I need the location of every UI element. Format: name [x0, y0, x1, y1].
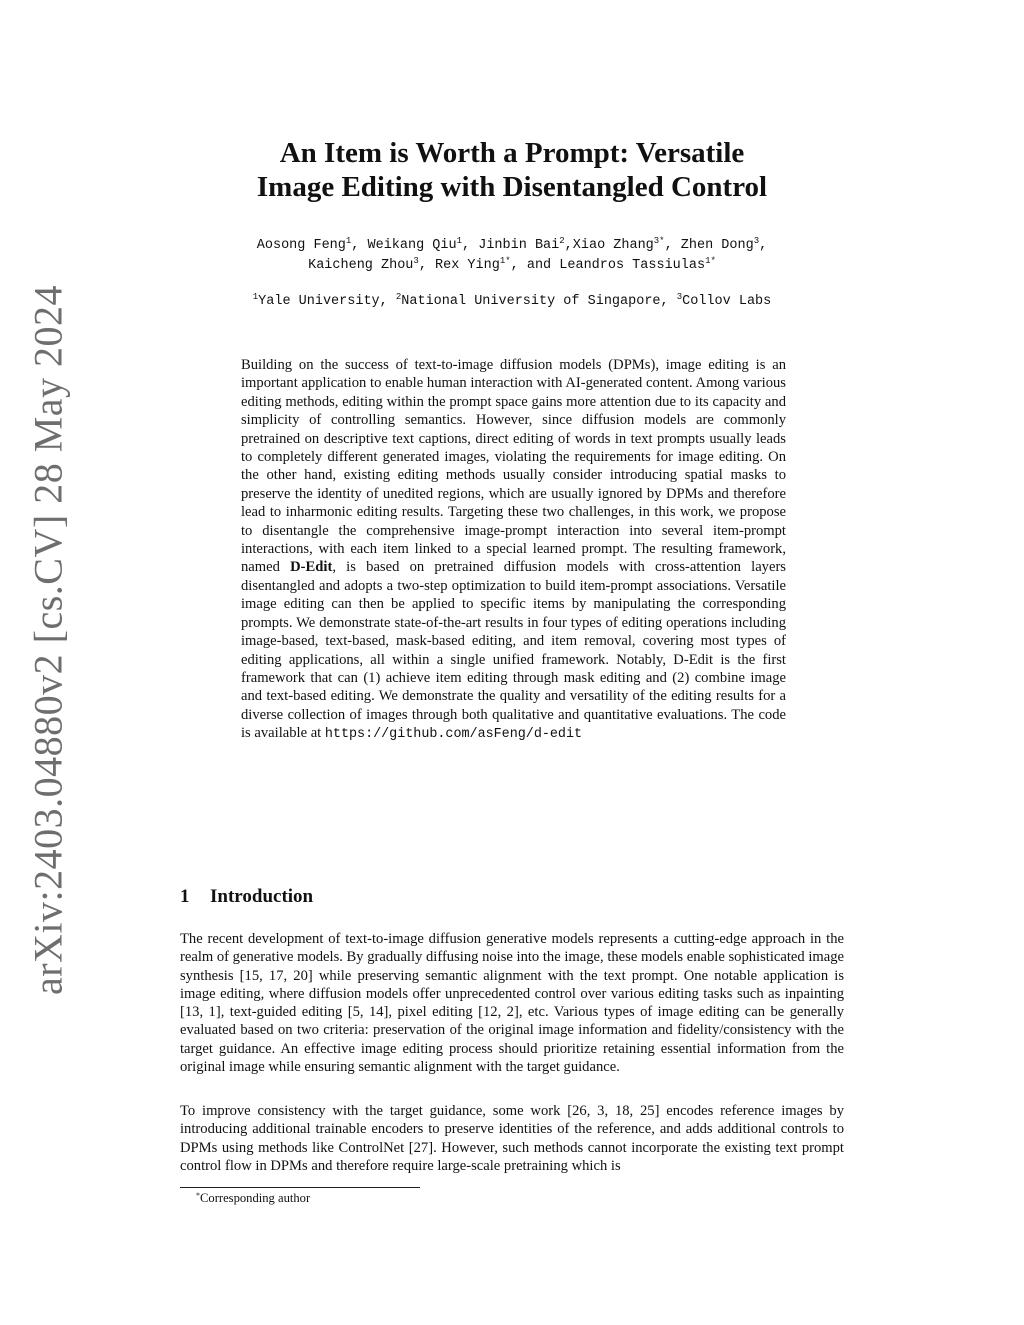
- affiliation-mark: 1: [252, 292, 259, 302]
- code-url-link[interactable]: https://github.com/asFeng/d-edit: [324, 727, 583, 743]
- intro-paragraph-2: To improve consistency with the target guidance, some work [26, 3, 18, 25] encodes reference images by introducing additional trainable encoders to preserve identities of the reference, and adds additional controls to DPMs using methods like ControlNet [27]. However, such methods cannot incorporate the existing text prompt control flow in DPMs and therefore require large-scale pretraining which is: [180, 1103, 844, 1174]
- author-name: and Leandros Tassiulas: [526, 258, 706, 273]
- author-name: Xiao Zhang: [572, 238, 654, 253]
- author-affiliation-mark: 1*: [705, 256, 716, 266]
- footnote: [196, 1191, 310, 1206]
- affiliation-separator: ,: [379, 294, 396, 309]
- footnote-text: Corresponding author: [200, 1191, 311, 1205]
- author-separator: ,: [759, 238, 768, 253]
- section-title: Introduction: [210, 886, 314, 907]
- paper-title-line-1: An Item is Worth a Prompt: Versatile: [279, 137, 745, 169]
- intro-paragraph-1: The recent development of text-to-image diffusion generative models represents a cutting-edge approach in the realm of generative models. By gradually diffusing noise into the image, these models enable sophisticated image synthesis [15, 17, 20] while preserving semantic alignment with the text prompt. One notable application is image editing, where diffusion models offer unprecedented control over various editing tasks such as inpainting [13, 1], text-guided editing [5, 14], pixel editing [12, 2], etc. Various types of image editing can be generally evaluated based on two criteria: preservation of the original image information and fidelity/consistency with the target guidance. An effective image editing process should prioritize retaining essential information from the original image while ensuring semantic alignment with the target guidance.: [180, 931, 844, 1076]
- author-separator: ,: [510, 258, 527, 273]
- author-affiliation-mark: 3*: [653, 236, 665, 246]
- author-line-2: [180, 256, 844, 276]
- footnote-divider: [180, 1187, 420, 1188]
- author-name: Jinbin Bai: [478, 238, 560, 253]
- author-name: Rex Ying: [435, 258, 500, 273]
- section-number: 1: [180, 886, 190, 907]
- paper-title: [180, 136, 844, 204]
- affiliation-mark: 2: [395, 292, 402, 302]
- author-affiliation-mark: 1: [345, 236, 352, 246]
- author-affiliation-mark: 3: [753, 236, 760, 246]
- author-name: Zhen Dong: [680, 238, 754, 253]
- author-line-1: [180, 236, 844, 256]
- affiliation-name: Collov Labs: [682, 294, 772, 309]
- abstract-text: , is based on pretrained diffusion models with cross-attention layers disentangled and adopts a two-step optimization to build item-prompt associations. Versatile image editing can then be applied to specific items by manipulating the corresponding prompts. We demonstrate state-of-the-art results in four types of editing operations including image-based, text-based, mask-based editing, and item removal, covering most types of editing applications, all within a single unified framework. Notably, D-Edit is the first framework that can (1) achieve item editing through mask editing and (2) combine image and text-based editing. We demonstrate the quality and versatility of the editing results for a diverse collection of images through both qualitative and quantitative evaluations. The code is available at: [241, 559, 786, 742]
- section-heading: [180, 886, 313, 908]
- affiliation-separator: ,: [660, 294, 677, 309]
- arxiv-identifier-stamp: arXiv:2403.04880v2 [cs.CV] 28 May 2024: [25, 284, 71, 996]
- paper-title-line-2: Image Editing with Disentangled Control: [256, 171, 768, 203]
- author-affiliation-mark: 3: [413, 256, 419, 266]
- affiliation-name: National University of Singapore: [401, 294, 661, 309]
- abstract-paragraph: [241, 356, 786, 745]
- abstract-text: Building on the success of text-to-image diffusion models (DPMs), image editing is an important application to enable human interaction with AI-generated content. Among various editing methods, editing within the prompt space gains more attention due to its capacity and simplicity of controlling semantics. However, since diffusion models are commonly pretrained on descriptive text captions, direct editing of words in text prompts usually leads to completely different generated images, violating the requirements for image editing. On the other hand, existing editing methods usually consider introducing spatial masks to preserve the identity of unedited regions, which are usually ignored by DPMs and therefore lead to inharmonic editing results. Targeting these two challenges, in this work, we propose to disentangle the comprehensive image-prompt interaction into several item-prompt interactions, with each item linked to a special learned prompt. The resulting framework, named: [241, 357, 786, 576]
- affiliation-list: [180, 294, 844, 309]
- author-separator: ,: [351, 238, 368, 253]
- author-affiliation-mark: 1*: [499, 256, 511, 266]
- method-name: D-Edit: [290, 559, 333, 576]
- author-separator: ,: [664, 238, 681, 253]
- author-separator: ,: [564, 238, 573, 253]
- author-name: Kaicheng Zhou: [308, 258, 414, 273]
- author-separator: ,: [418, 258, 436, 273]
- author-name: Aosong Feng: [256, 238, 346, 253]
- footnote-mark: *: [196, 1191, 200, 1200]
- author-affiliation-mark: 2: [559, 236, 565, 246]
- affiliation-name: Yale University: [258, 294, 380, 309]
- author-affiliation-mark: 1: [456, 236, 463, 246]
- author-list: [180, 236, 844, 276]
- affiliation-mark: 3: [676, 292, 683, 302]
- author-name: Weikang Qiu: [367, 238, 457, 253]
- author-separator: ,: [462, 238, 479, 253]
